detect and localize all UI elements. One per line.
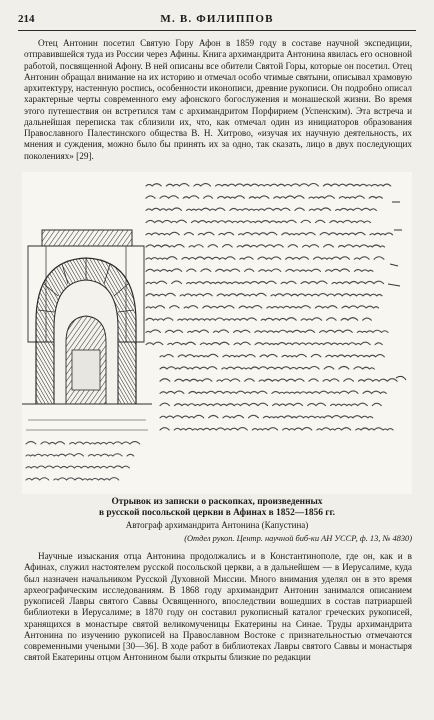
figure-caption-author: Автограф архимандрита Антонина (Капустина) [125, 520, 309, 530]
running-title: М. В. ФИЛИППОВ [160, 13, 274, 25]
page-header [18, 12, 416, 31]
paragraph-research: Научные изыскания отца Антонина продолжались и в Константинополе, где он, как и в Афинах, служил настоятелем русской посольской церкви, а в дальнейшем — в Иерусалиме, куда был назначен начальником Русской Духовной Миссии. Много внимания уделял он в это время археографическим исследованиям. В 1868 году архимандрит Антонин занимался описанием рукописей Лавры святого Саввы Освященного, впоследствии вошедших в состав патриаршей библиотеки в Иерусалиме; в 1870 году он составил рукописный каталог греческих рукописей, хранящихся в монастыре святой великомученицы Екатерины на Синае. Труды архимандрита Антонина по изучению рукописей на Православном Востоке с признательностью отмечаются современными учеными [30—36]. В ходе работ в библиотеках Лавры святого Саввы и монастыря святой Екатерины отцом Антонином были открыты близкие по редакции [24, 551, 412, 663]
manuscript-image [22, 172, 412, 494]
manuscript-figure [22, 172, 412, 494]
caption-line-1: Отрывок из записки о раскопках, произведенных [111, 497, 323, 507]
caption-line-2: в русской посольской церкви в Афинах в 1852—1856 гг. [98, 508, 336, 518]
page-number: 214 [18, 13, 35, 25]
figure-source: (Отдел рукоп. Центр. научной биб-ки АН УССР, ф. 13, № 4830) [184, 534, 412, 543]
paragraph-intro: Отец Антонин посетил Святую Гору Афон в 1859 году в составе научной экспедиции, отправившейся туда из России через Афины. Книга архимандрита Антонина явилась его основной работой, посвященной Афону. В ней описаны все обители Святой Горы, которые он посетил. Отец Антонин обращал внимание на их историю и отмечал особо чтимые святыни, описывал храмовую архитектуру, настенную роспись, особенности иконописи, древние рукописи. Он подробно описал характерные черты современного ему афонского богослужения и монашеской жизни. Во время этого путешествия он встретился там с архимандритом Порфирием (Успенским). Эта встреча и дальнейшая переписка так сблизили их, что, как отмечал один из инициаторов образования Православного Палестинского общества В. Н. Хитрово, «изучая их научную деятельность, их мнения и суждения, можно было бы принять их за одно, так сказать, лицо в двух последующих поколениях» [29]. [24, 38, 412, 161]
figure-caption-title [22, 497, 412, 519]
